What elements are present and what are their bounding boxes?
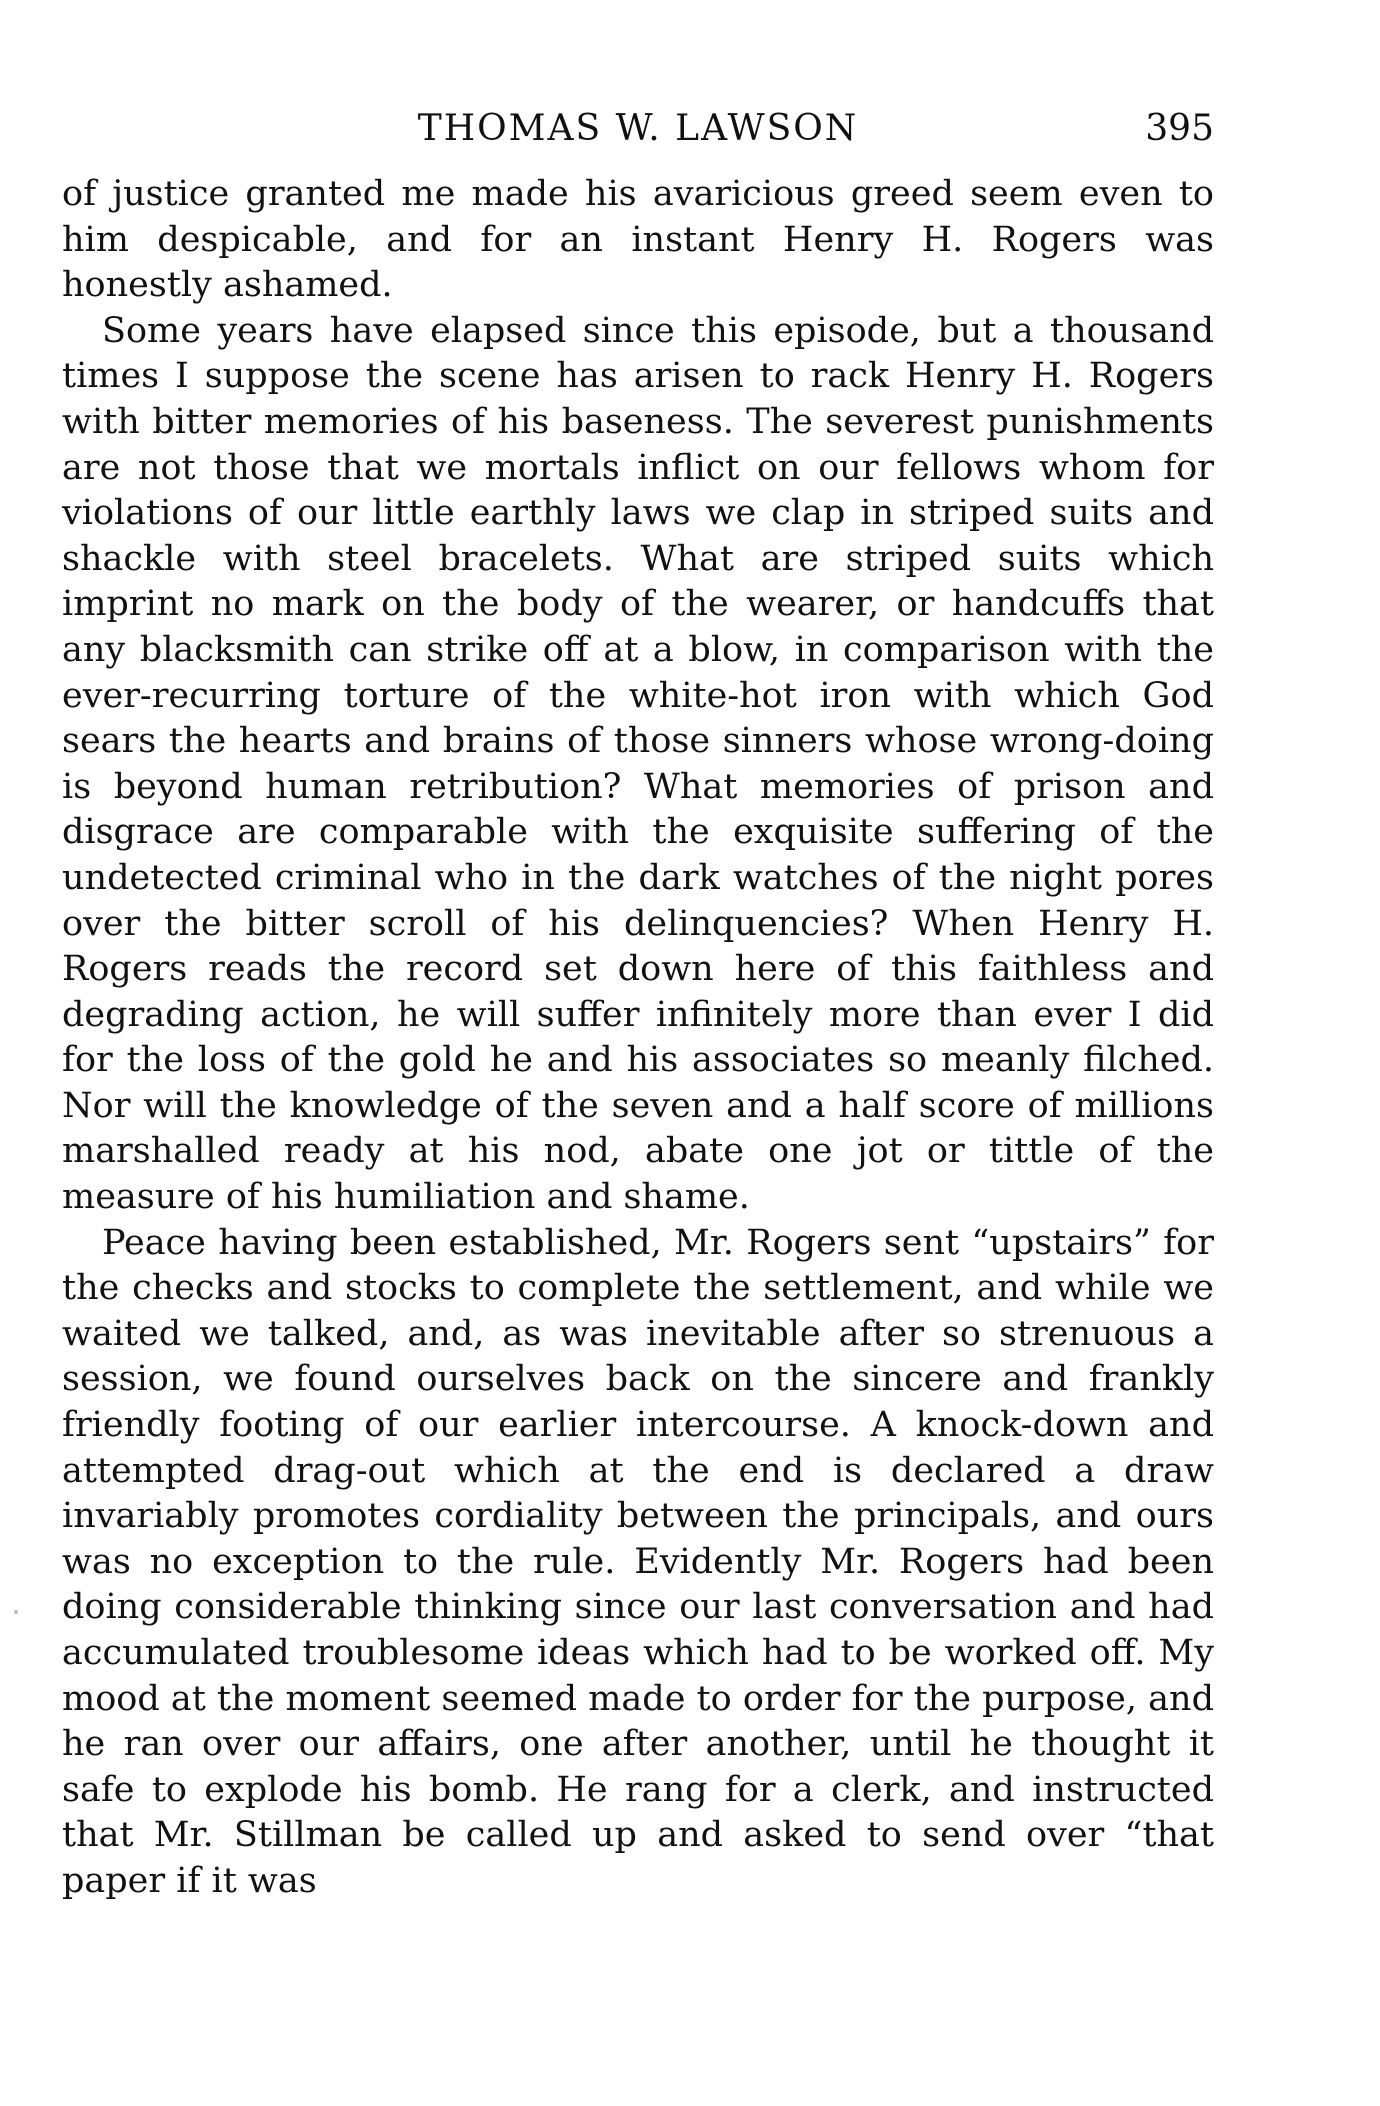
running-title: THOMAS W. LAWSON <box>417 108 859 149</box>
paragraph-continuation: of justice granted me made his avaricious greed seem even to him despicable, and for an instant Henry H. Rogers was honestly ashamed. <box>62 174 1214 306</box>
page-number: 395 <box>1145 108 1214 149</box>
paragraph-retribution: Some years have elapsed since this episode, but a thousand times I suppose the scene has arisen to rack Henry H. Rogers with bitter memories of his baseness. The severest punishments are not those that we mortals inflict on our fellows whom for violations of our little earthly laws we clap in striped suits and shackle with steel bracelets. What are striped suits which imprint no mark on the body of the wearer, or handcuffs that any blacksmith can strike off at a blow, in comparison with the ever-recurring torture of the white-hot iron with which God sears the hearts and brains of those sinners whose wrong-doing is beyond human retribution? What memories of prison and disgrace are comparable with the exquisite suffering of the undetected criminal who in the dark watches of the night pores over the bitter scroll of his delinquencies? When Henry H. Rogers reads the record set down here of this faithless and degrading action, he will suffer infinitely more than ever I did for the loss of the gold he and his associates so meanly filched. Nor will the knowledge of the seven and a half score of millions marshalled ready at his nod, abate one jot or tittle of the measure of his humiliation and shame. <box>62 310 1214 1218</box>
margin-speck <box>14 1610 18 1614</box>
paragraph-peace-established: Peace having been established, Mr. Rogers sent “upstairs” for the checks and stocks to complete the settlement, and while we waited we talked, and, as was inevitable after so strenuous a session, we found ourselves back on the sincere and frankly friendly footing of our earlier intercourse. A knock-down and attempted drag-out which at the end is declared a draw invariably promotes cordiality between the principals, and ours was no exception to the rule. Evidently Mr. Rogers had been doing considerable thinking since our last conversation and had accumulated troublesome ideas which had to be worked off. My mood at the moment seemed made to order for the purpose, and he ran over our affairs, one after another, until he thought it safe to explode his bomb. He rang for a clerk, and instructed that Mr. Stillman be called up and asked to send over “that paper if it was <box>62 1222 1214 1901</box>
book-page <box>62 108 1214 1905</box>
running-header <box>62 108 1214 164</box>
